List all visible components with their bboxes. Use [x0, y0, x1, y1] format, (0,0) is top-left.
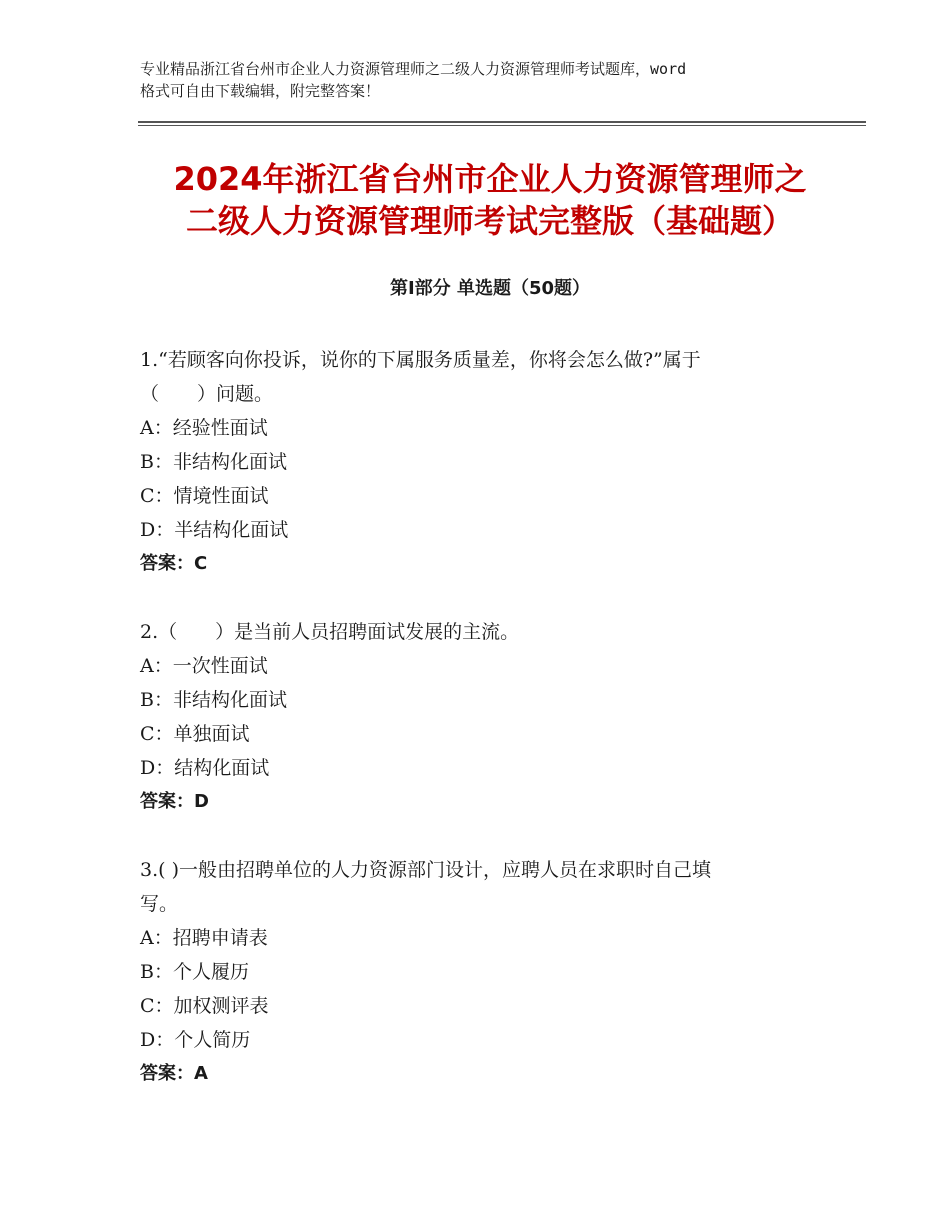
header-divider-thin: [138, 125, 866, 126]
option-d: D：半结构化面试: [140, 519, 289, 541]
option-a: A：招聘申请表: [140, 927, 268, 949]
option-a: A：一次性面试: [140, 655, 268, 677]
question-stem-line: 3.( )一般由招聘单位的人力资源部门设计，应聘人员在求职时自己填: [140, 859, 711, 881]
question-list: [140, 343, 820, 1125]
document-title: [140, 158, 840, 242]
question-stem-line: （ ）问题。: [140, 383, 274, 405]
option-b: B：非结构化面试: [140, 451, 287, 473]
answer-key: 答案：A: [140, 1063, 208, 1084]
option-b: B：非结构化面试: [140, 689, 287, 711]
header-note: [140, 58, 830, 102]
question-stem-line: 写。: [140, 893, 179, 915]
section-heading: 第Ⅰ部分 单选题（50题）: [389, 278, 590, 299]
option-d: D：个人简历: [140, 1029, 251, 1051]
option-b: B：个人履历: [140, 961, 249, 983]
question-2: [140, 615, 820, 819]
question-1: [140, 343, 820, 581]
question-stem: [140, 343, 820, 411]
question-3: [140, 853, 820, 1091]
option-c: C：加权测评表: [140, 995, 269, 1017]
question-stem: [140, 853, 820, 921]
header-note-line1: 专业精品浙江省台州市企业人力资源管理师之二级人力资源管理师考试题库，word: [140, 60, 687, 78]
question-stem-line: 2.（ ）是当前人员招聘面试发展的主流。: [140, 621, 520, 643]
document-title-line2: 二级人力资源管理师考试完整版（基础题）: [185, 202, 794, 240]
document-title-line1: 2024年浙江省台州市企业人力资源管理师之: [173, 160, 807, 198]
header-divider-thick: [138, 121, 866, 123]
option-c: C：单独面试: [140, 723, 250, 745]
question-stem: [140, 615, 820, 649]
header-note-line2: 格式可自由下载编辑，附完整答案！: [140, 82, 381, 100]
option-a: A：经验性面试: [140, 417, 268, 439]
option-d: D：结构化面试: [140, 757, 270, 779]
option-c: C：情境性面试: [140, 485, 269, 507]
question-stem-line: 1.“若顾客向你投诉，说你的下属服务质量差，你将会怎么做?”属于: [140, 349, 701, 371]
answer-key: 答案：C: [140, 553, 208, 574]
answer-key: 答案：D: [140, 791, 209, 812]
